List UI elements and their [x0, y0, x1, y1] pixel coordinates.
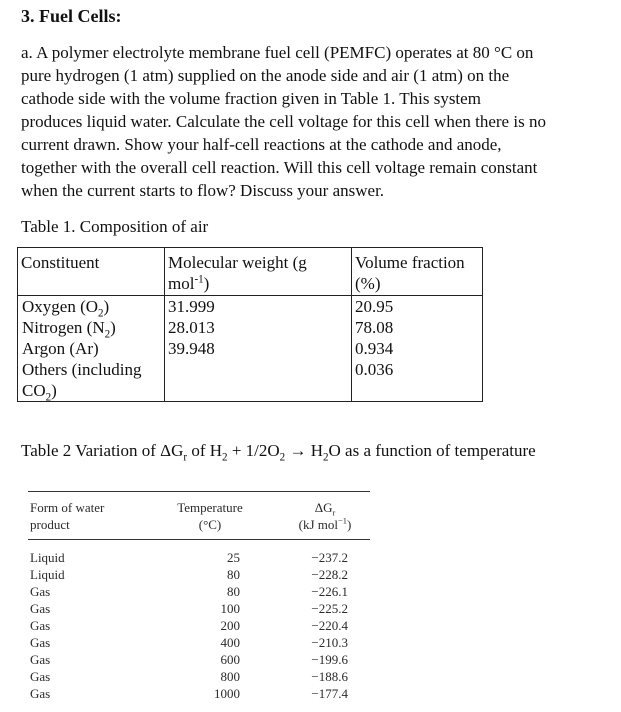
table-row: Gas 800 −188.6: [30, 669, 348, 684]
question-line: current drawn. Show your half-cell reactions at the cathode and anode,: [21, 135, 502, 154]
table-row: Gas 80 −226.1: [30, 584, 348, 599]
table1-header-row: [18, 248, 483, 296]
table-row: Nitrogen $(N_2)$ 28.013 78.08: [18, 317, 483, 338]
table-row: Gas 400 −210.3: [30, 635, 348, 650]
header-molecular-weight: Molecular weight (g mol$^{-1}$): [165, 248, 352, 296]
table-row: Liquid 80 −228.2: [30, 567, 348, 582]
question-line: produces liquid water. Calculate the cell voltage for this cell when there is no: [21, 112, 546, 131]
question-line: cathode side with the volume fraction given in Table 1. This system: [21, 89, 481, 108]
table1-caption: Table 1. Composition of air: [21, 217, 209, 236]
header-delta-g: $\Delta G_r$ (kJ mol$^{-1}$): [298, 500, 352, 532]
table-row: Gas 200 −220.4: [30, 618, 348, 633]
table-top-rule: [28, 491, 370, 492]
header-temperature: Temperature (°C): [177, 500, 243, 532]
question-line: when the current starts to flow? Discuss your answer.: [21, 181, 385, 200]
table-row: Gas 100 −225.2: [30, 601, 348, 616]
question-line: pure hydrogen (1 atm) supplied on the anode side and air (1 atm) on the: [21, 66, 510, 85]
air-composition-table: [17, 247, 483, 402]
question-line: a. A polymer electrolyte membrane fuel cell (PEMFC) operates at 80 °C on: [21, 43, 534, 62]
header-volume-fraction: Volume fraction (%): [352, 248, 483, 296]
table-row: Gas 600 −199.6: [30, 652, 348, 667]
table-row: Oxygen $(O_2)$ 31.999 20.95: [18, 296, 483, 318]
section-heading: 3. Fuel Cells:: [21, 6, 122, 26]
table-row: Argon (Ar) 39.948 0.934: [18, 338, 483, 359]
header-constituent: Constituent: [18, 248, 165, 296]
table-row: Gas 1000 −177.4: [30, 686, 348, 701]
table-row: Liquid 25 −237.2: [30, 550, 348, 565]
question-line: together with the overall cell reaction. Will this cell voltage remain constant: [21, 158, 538, 177]
question-paragraph: [21, 41, 611, 202]
table2-caption: Table 2 Variation of $\Delta G_r$ of $H_2 + 1/2O_2 \to H_2O$ as a function of temperature: [21, 441, 536, 464]
table-row: Others (including $CO_2$) 0.036: [18, 359, 483, 402]
table-header-rule: [28, 539, 370, 540]
header-form-of-water: Form of water product: [30, 500, 105, 532]
